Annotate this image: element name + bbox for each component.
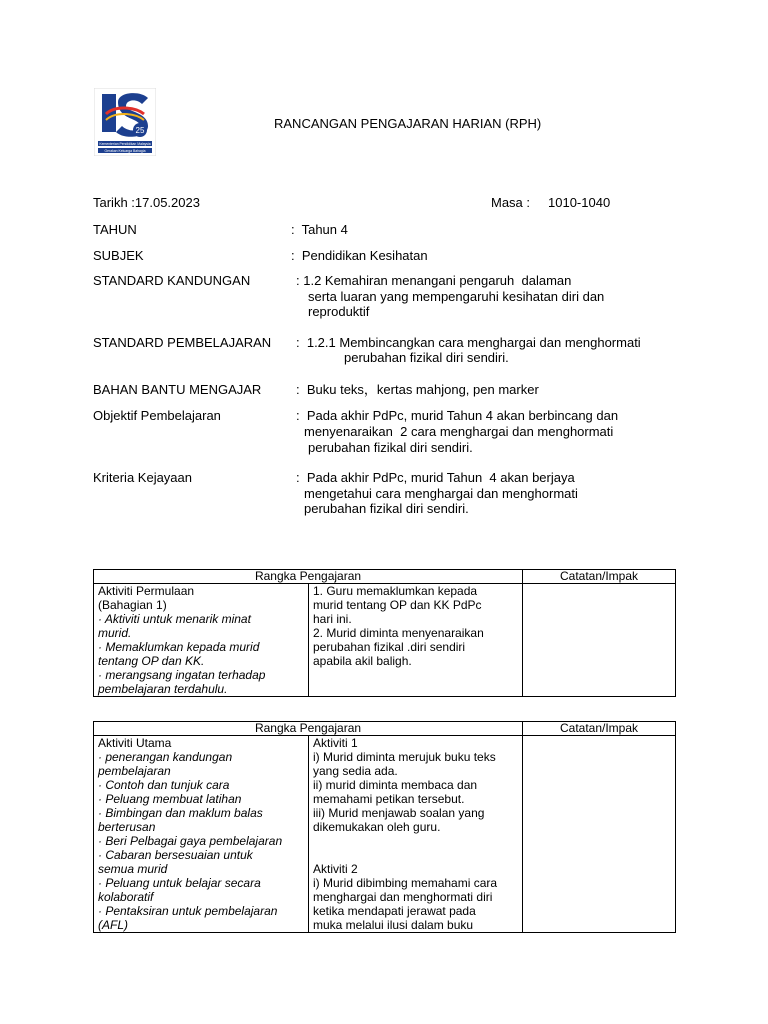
cell-line: kolaboratif: [98, 890, 154, 904]
cell-line: · Peluang untuk belajar secara: [98, 876, 261, 890]
cell-line: · Memaklumkan kepada murid: [98, 640, 260, 654]
cell-spacer: [313, 848, 518, 862]
cell-line: · penerangan kandungan: [98, 750, 233, 764]
cell-line: · merangsang ingatan terhadap: [98, 668, 266, 682]
rangka-table-permulaan: [93, 569, 676, 697]
page-title: RANCANGAN PENGAJARAN HARIAN (RPH): [274, 116, 542, 131]
kriteria-line-1: : Pada akhir PdPc, murid Tahun 4 akan berjaya: [296, 470, 575, 485]
subjek-value: : Pendidikan Kesihatan: [291, 248, 428, 263]
cell-line: · Contoh dan tunjuk cara: [98, 778, 230, 792]
rangka-table-utama: [93, 721, 676, 933]
objektif-line-3: perubahan fizikal diri sendiri.: [308, 440, 473, 455]
cell-line: Aktiviti 1: [313, 736, 358, 750]
cell-line: (AFL): [98, 918, 128, 932]
cell-line: memahami petikan tersebut.: [313, 792, 465, 806]
cell-line: muka melalui ilusi dalam buku: [313, 918, 474, 932]
standard-kandungan-label: STANDARD KANDUNGAN: [93, 273, 251, 288]
cell-spacer: [313, 834, 518, 848]
masa-label: Masa :: [491, 195, 531, 210]
table-cell-langkah: [309, 584, 523, 697]
cell-line: apabila akil baligh.: [313, 654, 412, 668]
subjek-label: SUBJEK: [93, 248, 144, 263]
cell-line: tentang OP dan KK.: [98, 654, 205, 668]
cell-line: ketika mendapati jerawat pada: [313, 904, 476, 918]
cell-line: i) Murid dibimbing memahami cara: [313, 876, 498, 890]
cell-line: Aktiviti Utama: [98, 736, 172, 750]
table-header-catatan: Catatan/Impak: [523, 722, 676, 736]
logo-number: 25: [135, 126, 145, 135]
cell-line: semua murid: [98, 862, 168, 876]
table-cell-aktiviti: [94, 584, 309, 697]
cell-line: hari ini.: [313, 612, 352, 626]
table-cell-catatan: [523, 736, 676, 933]
objektif-label: Objektif Pembelajaran: [93, 408, 221, 423]
cell-line: (Bahagian 1): [98, 598, 167, 612]
cell-line: Aktiviti Permulaan: [98, 584, 195, 598]
cell-line: · Aktiviti untuk menarik minat: [98, 612, 251, 626]
cell-line: iii) Murid menjawab soalan yang: [313, 806, 485, 820]
standard-kandungan-line-3: reproduktif: [308, 304, 370, 319]
cell-line: 2. Murid diminta menyenaraikan: [313, 626, 484, 640]
cell-line: dikemukakan oleh guru.: [313, 820, 441, 834]
cell-line: ii) murid diminta membaca dan: [313, 778, 478, 792]
cell-line: · Bimbingan dan maklum balas: [98, 806, 263, 820]
tahun-value: : Tahun 4: [291, 222, 348, 237]
cell-line: · Beri Pelbagai gaya pembelajaran: [98, 834, 283, 848]
cell-line: menghargai dan menghormati diri: [313, 890, 493, 904]
cell-line: · Pentaksiran untuk pembelajaran: [98, 904, 278, 918]
tahun-label: TAHUN: [93, 222, 137, 237]
standard-pembelajaran-line-2: perubahan fizikal diri sendiri.: [344, 350, 509, 365]
standard-pembelajaran-label: STANDARD PEMBELAJARAN: [93, 335, 272, 350]
objektif-line-1: : Pada akhir PdPc, murid Tahun 4 akan berbincang dan: [296, 408, 619, 423]
cell-line: 1. Guru memaklumkan kepada: [313, 584, 478, 598]
cell-line: pembelajaran: [98, 764, 171, 778]
kriteria-line-3: perubahan fizikal diri sendiri.: [304, 501, 469, 516]
kriteria-line-2: mengetahui cara menghargai dan menghormati: [304, 486, 578, 501]
cell-line: · Cabaran bersesuaian untuk: [98, 848, 253, 862]
bahan-bantu-label: BAHAN BANTU MENGAJAR: [93, 382, 262, 397]
cell-line: berterusan: [98, 820, 156, 834]
cell-line: perubahan fizikal .diri sendiri: [313, 640, 466, 654]
cell-line: · Peluang membuat latihan: [98, 792, 242, 806]
cell-line: Aktiviti 2: [313, 862, 358, 876]
table-header-rangka: Rangka Pengajaran: [94, 570, 523, 584]
standard-pembelajaran-line-1: : 1.2.1 Membincangkan cara menghargai dan menghormati: [296, 335, 641, 350]
standard-kandungan-line-1: : 1.2 Kemahiran menangani pengaruh dalaman: [296, 273, 572, 288]
cell-line: pembelajaran terdahulu.: [98, 682, 228, 696]
table-cell-catatan: [523, 584, 676, 697]
tarikh-text: Tarikh :17.05.2023: [93, 195, 200, 210]
objektif-line-2: menyenaraikan 2 cara menghargai dan menghormati: [304, 424, 614, 439]
table-header-catatan: Catatan/Impak: [523, 570, 676, 584]
masa-value: 1010-1040: [548, 195, 611, 210]
standard-kandungan-line-2: serta luaran yang mempengaruhi kesihatan diri dan: [308, 289, 605, 304]
cell-line: murid tentang OP dan KK PdPc: [313, 598, 482, 612]
bahan-bantu-value: : Buku teks，kertas mahjong, pen marker: [296, 382, 539, 397]
cell-line: murid.: [98, 626, 132, 640]
kriteria-label: Kriteria Kejayaan: [93, 470, 192, 485]
table-cell-langkah: [309, 736, 523, 933]
school-logo: [94, 88, 156, 156]
logo-caption-bottom: Gerakan Keluarga Bahagia: [104, 149, 146, 153]
table-header-rangka: Rangka Pengajaran: [94, 722, 523, 736]
cell-line: i) Murid diminta merujuk buku teks: [313, 750, 496, 764]
logo-caption-top: Kementerian Pendidikan Malaysia: [99, 142, 151, 146]
cell-line: yang sedia ada.: [313, 764, 398, 778]
table-cell-aktiviti: [94, 736, 309, 933]
